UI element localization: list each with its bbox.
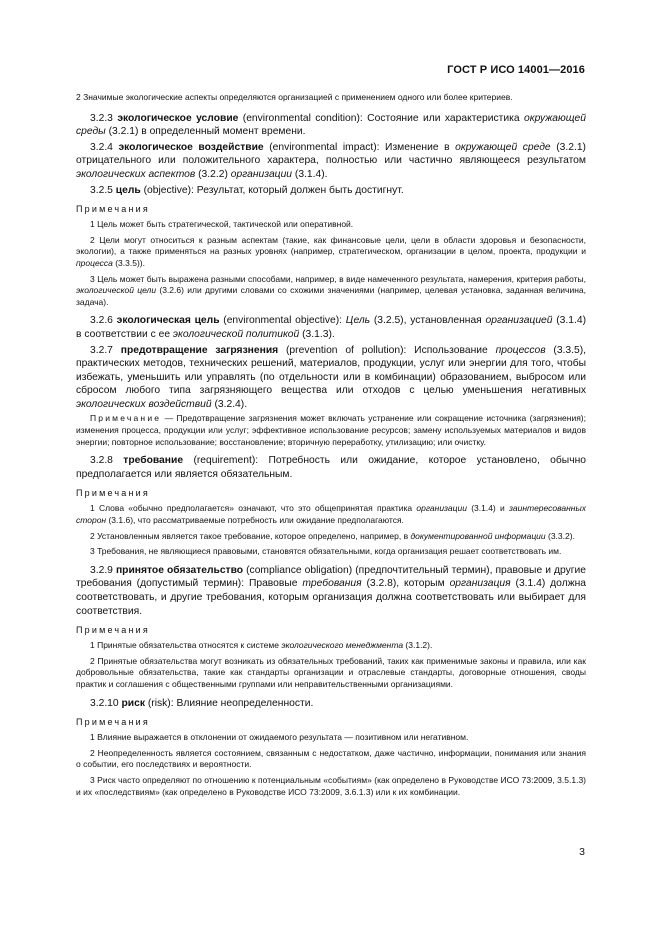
term-reference: организация: [449, 578, 511, 590]
text-run: (environmental objective):: [219, 315, 346, 327]
term: предотвращение загрязнения: [120, 344, 279, 356]
text-run: Примечания: [76, 717, 150, 728]
definition-paragraph: [76, 697, 586, 711]
text-run: (environmental condition): Состояние или характеристика: [238, 112, 524, 124]
note-paragraph: [76, 531, 586, 543]
notes-heading: [76, 487, 586, 499]
definition-paragraph: [76, 454, 586, 481]
term: экологическое условие: [117, 112, 239, 124]
note-paragraph: [76, 413, 586, 448]
definition-paragraph: [76, 564, 586, 618]
text-run: 1 Влияние выражается в отклонении от ожидаемого результата — позитивном или негативном.: [90, 732, 469, 743]
note-paragraph: [76, 546, 586, 558]
term: риск: [121, 697, 145, 709]
term-reference: требования: [302, 578, 362, 590]
text-run: (risk): Влияние неопределенности.: [145, 697, 314, 709]
text-run: (3.3.5), практических методов, технических решений, материалов, продукции, услуг или энергии для того, чтобы избежать, уменьшить или управлять (по отдельности или в комбинации) образованием, выбросом или сбросом любого типа загрязняющего вещества или отходов с целью уменьшения негативных: [76, 344, 587, 397]
term-reference: организации: [230, 168, 293, 180]
text-run: 3 Риск часто определяют по отношению к потенциальным «событиям» (как определено в Руководстве ИСО 73:2009, 3.5.1.3) и их «последствиям» (как определено в Руководстве ИСО 73:2009, 3.6.1.3) или к их комбинации.: [76, 774, 586, 797]
note-paragraph: [76, 732, 586, 744]
text-run: (3.2.2): [195, 168, 231, 180]
text-run: 2 Цели могут относиться к разным аспектам (такие, как финансовые цели, цели в области здоровья и безопасности, экологии), а также применяться на разных уровнях (например, стратегическом, организации в целом, проекта, продукции и: [76, 234, 586, 257]
text-run: Примечания: [76, 625, 150, 636]
text-run: 1 Принятые обязательства относятся к системе: [90, 640, 282, 651]
note-paragraph: [76, 775, 586, 798]
definition-paragraph: [76, 141, 586, 182]
term-reference: документированной информации: [410, 530, 546, 541]
term: экологическое воздействие: [118, 141, 264, 153]
text-run: (3.2.4).: [211, 398, 248, 410]
text-run: Примечание: [90, 413, 162, 424]
text-run: 3.2.7: [90, 344, 121, 356]
term: цель: [115, 184, 141, 196]
term-reference: процесса: [76, 257, 113, 268]
text-run: 3.2.10: [90, 697, 122, 709]
text-run: (3.1.4) и: [466, 503, 510, 514]
term-reference: Цель: [345, 315, 371, 327]
text-run: (3.2.5), установленная: [370, 315, 486, 327]
text-run: — Предотвращение загрязнения может включать устранение или сокращение источника (загрязнения); изменения процесса, продукции или услуг; эффективное использование ресурсов; замену используемых материалов и видов энергии; повторное использование; восстановление; вторичную переработку, утилизацию; или очистку.: [76, 413, 586, 447]
text-run: (3.3.2).: [545, 530, 575, 541]
text-run: (3.1.3).: [299, 328, 335, 340]
text-run: (3.2.1) в определенный момент времени.: [105, 126, 306, 138]
note-paragraph: [76, 503, 586, 526]
note-paragraph: [76, 219, 586, 231]
term: требование: [123, 455, 184, 467]
text-run: 3.2.3: [90, 112, 118, 124]
term-reference: окружающей среды: [76, 112, 586, 138]
text-run: (3.1.2).: [403, 640, 433, 651]
text-run: (prevention of pollution): Использование: [278, 344, 496, 356]
text-run: Примечания: [76, 488, 150, 499]
text-run: 3.2.4: [90, 141, 119, 153]
text-run: 2 Принятые обязательства могут возникать из обязательных требований, таких как применимые законы и правила, или как добровольные обязательства, такие как стандарты организации и отраслевые стандарты, договорные отношения, своды практик и соглашения с общественными группами или неправительственными организациями.: [76, 655, 586, 689]
note-paragraph: [76, 640, 586, 652]
text-run: (3.1.4).: [292, 168, 328, 180]
text-run: (3.2.6) или другими словами со схожими значениями (например, целевая установка, заданная величина, задача).: [76, 285, 586, 307]
term-reference: экологических аспектов: [76, 168, 196, 180]
notes-heading: [76, 716, 586, 728]
definition-paragraph: [76, 314, 586, 341]
term-reference: процессов: [495, 344, 546, 356]
definition-paragraph: [76, 184, 586, 198]
text-run: 3.2.8: [90, 455, 124, 467]
text-run: (compliance obligation) (предпочтительный термин), правовые и другие требования (допустимый термин): Правовые: [76, 564, 587, 590]
definition-paragraph: [76, 112, 586, 139]
text-run: 2 Установленным является такое требование, которое определено, например, в: [90, 530, 411, 541]
term-reference: экологических воздействий: [76, 398, 212, 410]
document-body: [76, 92, 586, 802]
definition-paragraph: [76, 344, 586, 412]
text-run: (3.1.4) в соответствии с ее: [76, 315, 587, 340]
note-paragraph: [76, 656, 586, 691]
text-run: Примечания: [76, 204, 150, 215]
text-run: (3.2.1) отрицательного или положительного характера, полностью или частично являющееся результатом: [76, 141, 586, 167]
note-paragraph: [76, 748, 586, 771]
text-run: 3.2.9: [90, 564, 116, 576]
term: принятое обязательство: [115, 564, 244, 576]
text-run: 1 Слова «обычно предполагается» означают, что это общепринятая практика: [90, 503, 417, 514]
note-paragraph: [76, 274, 586, 309]
text-run: 3 Требования, не являющиеся правовыми, становятся обязательными, когда организация решает соответствовать им.: [90, 546, 562, 557]
term-reference: экологического менеджмента: [281, 640, 404, 651]
text-run: (requirement): Потребность или ожидание, которое установлено, обычно предполагается или является обязательным.: [76, 455, 586, 480]
term-reference: окружающей среде: [455, 141, 551, 153]
term-reference: организации: [416, 503, 467, 514]
standard-header: ГОСТ Р ИСО 14001—2016: [447, 64, 585, 76]
text-run: 3.2.6: [90, 315, 117, 327]
text-run: 2 Значимые экологические аспекты определяются организацией с применением одного или более критериев.: [76, 92, 513, 102]
page-number: 3: [579, 846, 585, 858]
lead-note: [76, 92, 586, 104]
note-paragraph: [76, 235, 586, 270]
text-run: 1 Цель может быть стратегической, тактической или оперативной.: [90, 219, 354, 230]
notes-heading: [76, 203, 586, 215]
text-run: 3.2.5: [90, 184, 116, 196]
term: экологическая цель: [116, 315, 220, 327]
term-reference: организацией: [485, 315, 553, 327]
text-run: 3 Цель может быть выражена разными способами, например, в виде намеченного результата, намерения, критерия работы,: [90, 273, 586, 284]
term-reference: экологической политикой: [172, 328, 300, 340]
text-run: (3.2.8), которым: [361, 578, 450, 590]
text-run: (objective): Результат, который должен быть достигнут.: [140, 184, 404, 196]
notes-heading: [76, 624, 586, 636]
text-run: (environmental impact): Изменение в: [263, 141, 456, 153]
term-reference: заинтересованных сторон: [76, 503, 586, 526]
text-run: 2 Неопределенность является состоянием, связанным с недостатком, даже частично, информации, понимания или знания о событии, его последствиях и вероятности.: [76, 747, 586, 770]
text-run: (3.1.6), что рассматриваемые потребность или ожидание предполагаются.: [106, 515, 404, 526]
text-run: (3.3.5)).: [112, 257, 145, 268]
text-run: (3.1.4) должна соответствовать, и другие требования, которым организация должна соответствовать или выбирает для соответствия.: [76, 578, 586, 617]
term-reference: экологической цели: [76, 285, 157, 296]
